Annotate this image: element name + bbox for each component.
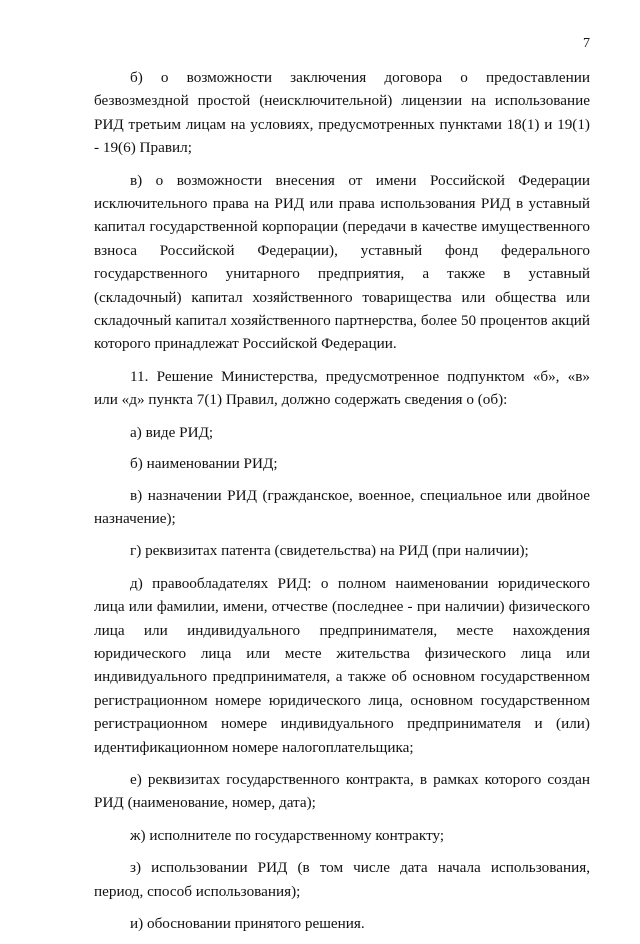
paragraph-v-contribution: в) о возможности внесения от имени Российской Федерации исключительного права на РИД или права использования РИД в уставный капитал государственной корпорации (передачи в качестве имущественного взноса Российской Федерации), уставный фонд федерального государственного унитарного предприятия, а также в уставный (складочный) капитал хозяйственного товарищества или общества или складочный капитал хозяйственного партнерства, более 50 процентов акций которого принадлежат Российской Федерации.: [94, 171, 590, 353]
paragraph-d-rightholders: д) правообладателях РИД: о полном наименовании юридического лица или фамилии, имени, отчестве (последнее - при наличии) физического лица или индивидуального предпринимателя, месте нахождения юридического лица или месте жительства физического лица или индивидуального предпринимателя, а также об основном государственном регистрационном номере юридического лица, основном государственном регистрационном номере индивидуального предпринимателя и (или) идентификационном номере налогоплательщика;: [94, 574, 590, 756]
paragraph-11-decision: 11. Решение Министерства, предусмотренное подпунктом «б», «в» или «д» пункта 7(1) Правил, должно содержать сведения о (об):: [94, 367, 590, 409]
paragraph-b-license: б) о возможности заключения договора о предоставлении безвозмездной простой (неисключительной) лицензии на использование РИД третьим лицам на условиях, предусмотренных пунктами 18(1) и 19(1) - 19(6) Правил;: [94, 69, 590, 157]
document-body: [94, 66, 590, 944]
paragraph-b-name: б) наименовании РИД;: [130, 455, 278, 473]
paragraph-e-contract: е) реквизитах государственного контракта, в рамках которого создан РИД (наименование, номер, дата);: [94, 770, 590, 812]
paragraph-z-usage: з) использовании РИД (в том числе дата начала использования, период, способ использования);: [94, 859, 590, 900]
paragraph-v-purpose: в) назначении РИД (гражданское, военное, специальное или двойное назначение);: [94, 486, 590, 527]
paragraph-i-justification: и) обосновании принятого решения.: [130, 915, 365, 932]
paragraph-a-type: а) виде РИД;: [130, 423, 214, 441]
page-number: 7: [583, 36, 590, 51]
paragraph-zh-executor: ж) исполнителе по государственному контракту;: [130, 826, 445, 844]
paragraph-g-patent: г) реквизитах патента (свидетельства) на РИД (при наличии);: [130, 542, 529, 560]
